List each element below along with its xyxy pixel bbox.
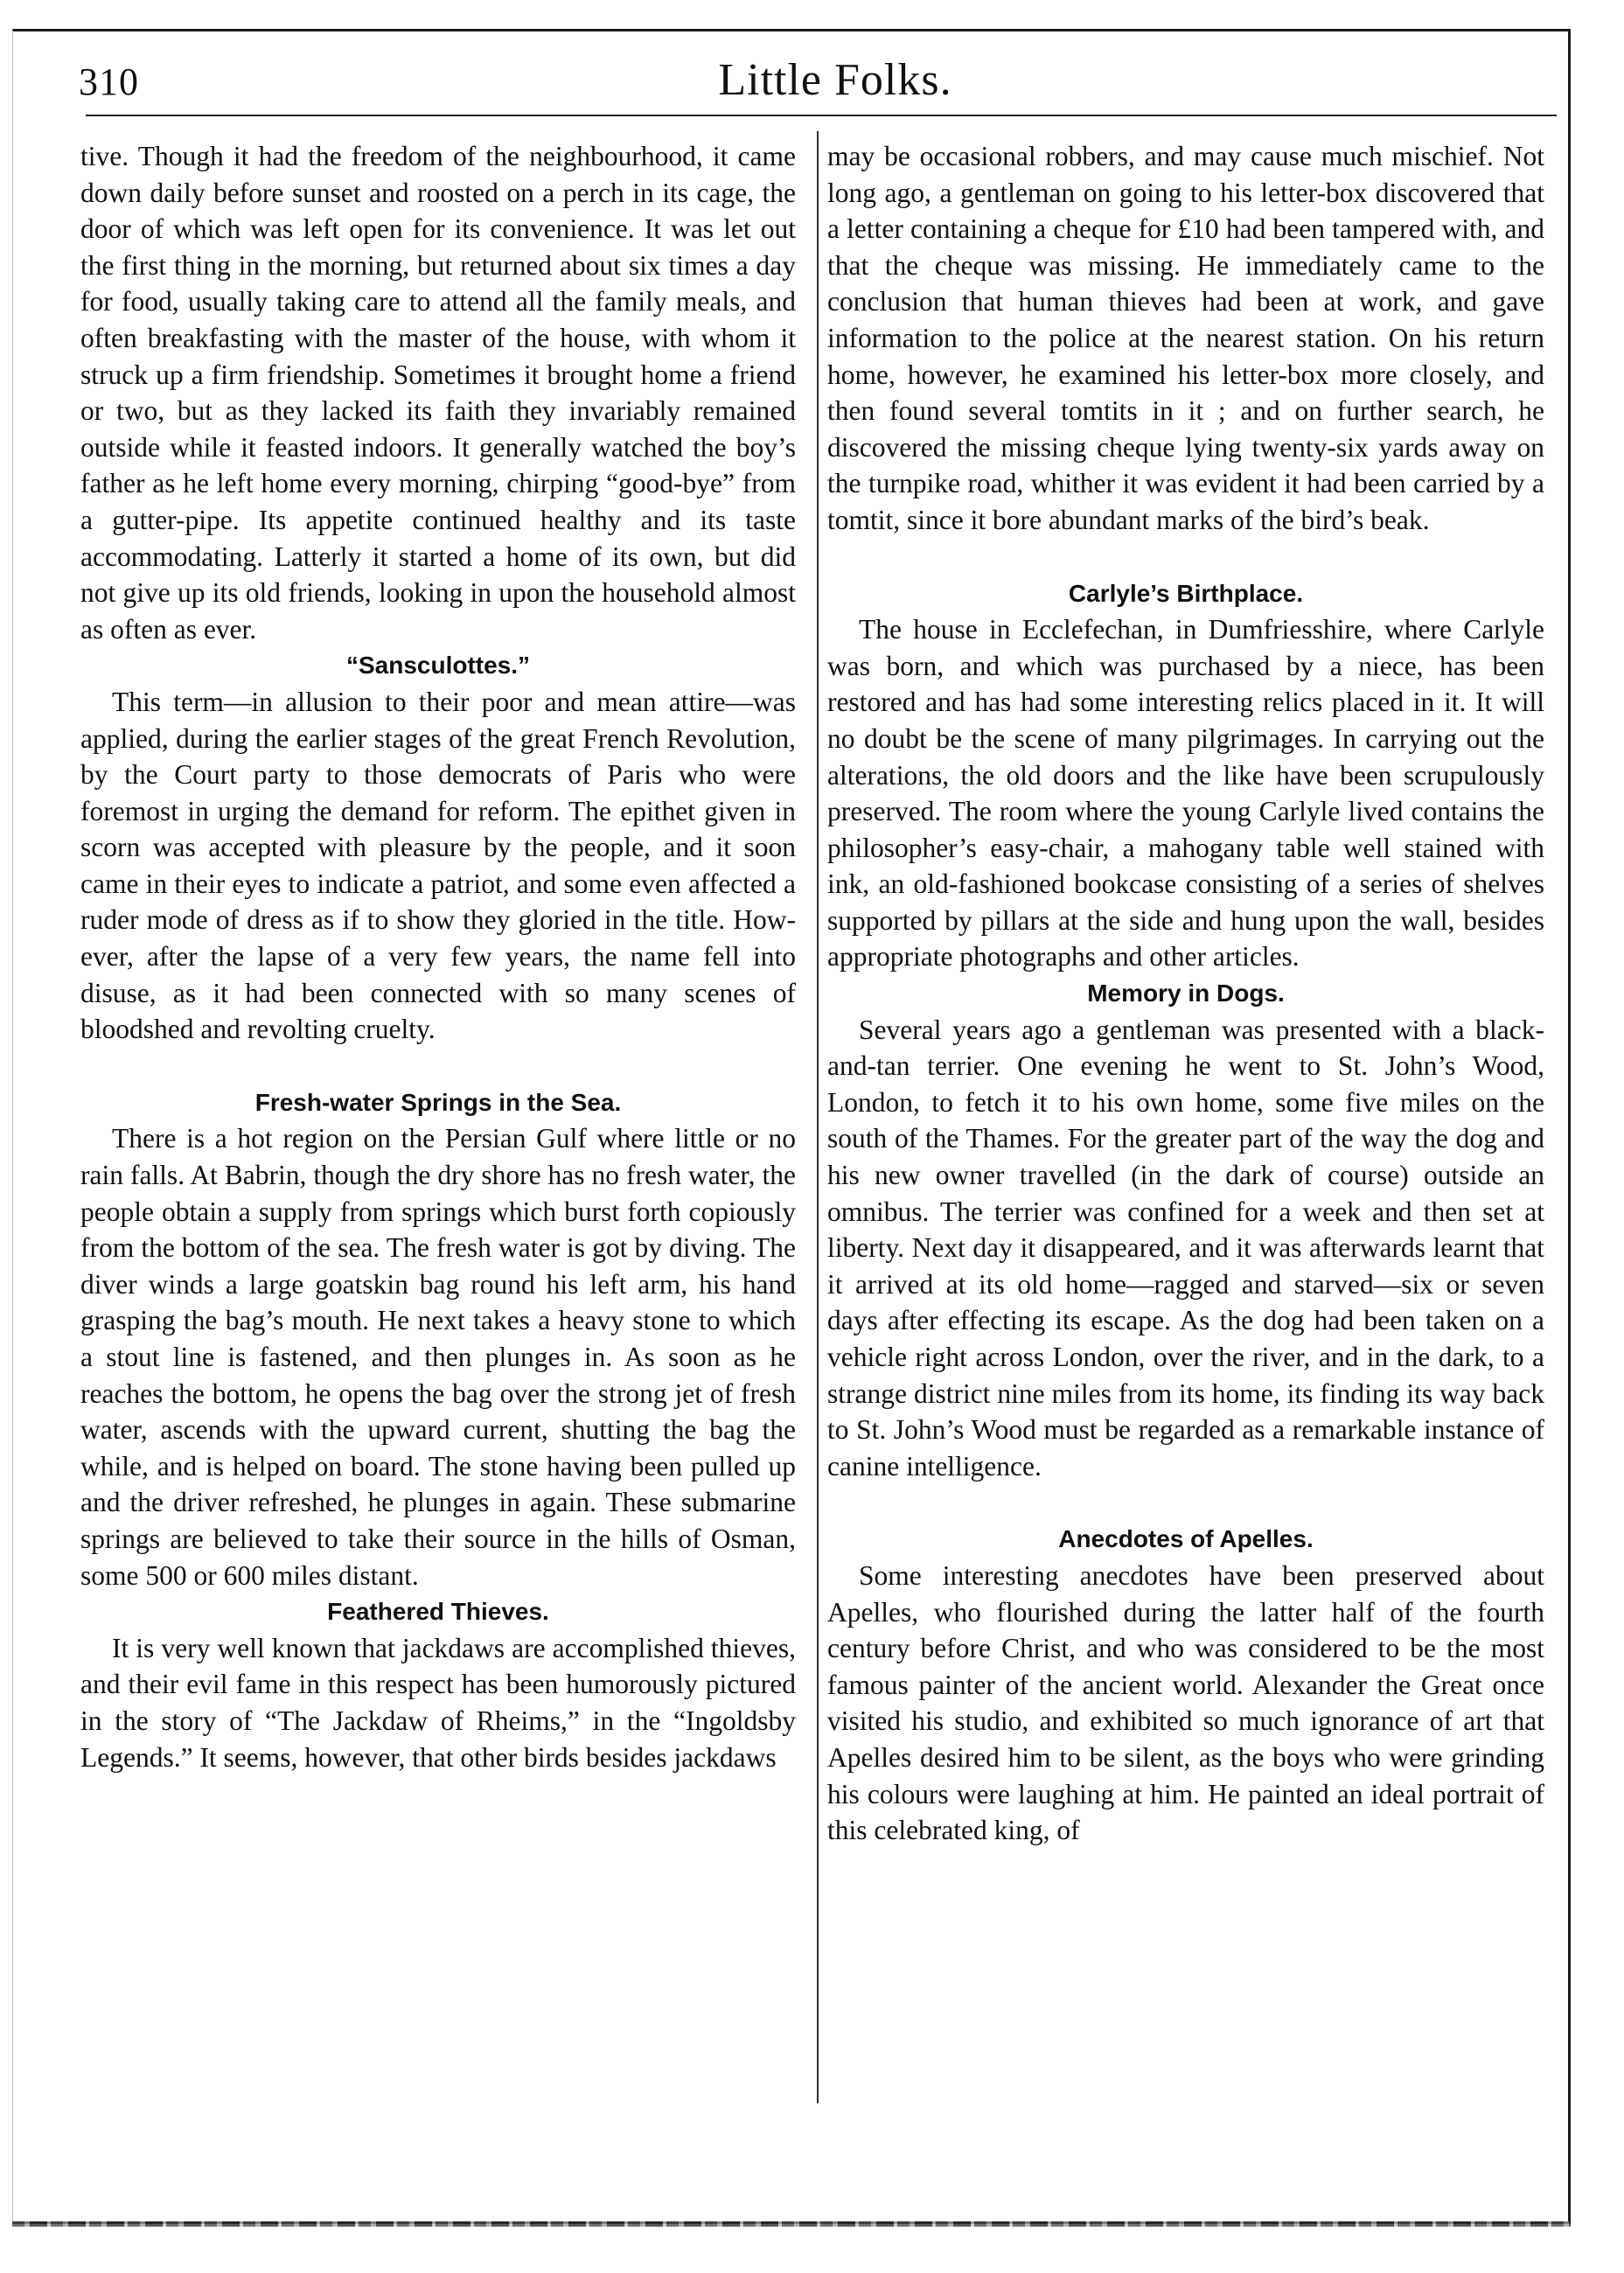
article-body-carlyles-birthplace: The house in Ecclefechan, in Dumfriesshire, where Carlyle was born, and which was purchased by a niece, has been restored and has had some interesting relics placed in it. It will no doubt be the scene of many pilgrimages. In carrying out the alterations, the old doors and the like have been scrupulously preserved. The room where the young Carlyle lived contains the philosopher’s easy-chair, a mahogany table well stained with ink, an old-fashioned bookcase consisting of a series of shelves supported by pillars at the side and hung upon the wall, besides appropriate photographs and other articles. xyxy=(827,614,1544,973)
continued-paragraph: tive. Though it had the freedom of the neighbourhood, it came down daily before sunset and roosted on a perch in its cage, the door of which was left open for its convenience. It was let out the first thing in the morning, but returned about six times a day for food, usually taking care to attend all the family meals, and often breakfasting with the master of the house, with whom it struck up a firm friendship. Sometimes it brought home a friend or two, but as they lacked its faith they invariably remained outside while it feasted indoors. It generally watched the boy’s father as he left home every morning, chirping “good-bye” from a gutter-pipe. Its appetite continued healthy and its taste accommodating. Latterly it started a home of its own, but did not give up its old friends, looking in upon the household almost as often as ever. xyxy=(80,141,796,645)
continued-paragraph: may be occasional robbers, and may cause much mischief. Not long ago, a gentleman on going to his letter-box discovered that a letter containing a cheque for £10 had been tampered with, and that the cheque was missing. He immediately came to the conclusion that human thieves had been at work, and gave information to the police at the nearest station. On his return home, however, he examined his letter-box more closely, and then found several tomtits in it ; and on further search, he discovered the missing cheque lying twenty-six yards away on the turnpike road, whither it was evident it had been carried by a tomtit, since it bore abundant marks of the bird’s beak. xyxy=(827,141,1544,535)
article-heading-carlyles-birthplace: Carlyle’s Birthplace. xyxy=(1068,579,1304,607)
right-column xyxy=(827,138,1544,1849)
running-title: Little Folks. xyxy=(718,55,952,105)
bottom-rule xyxy=(12,2221,1571,2227)
article-body-anecdotes-of-apelles: Some interesting anecdotes have been preserved about Apelles, who flourished during the latter half of the fourth century before Christ, and who was considered to be the most famous painter of the ancient world. Alexander the Great once visited his studio, and exhibited so much ignorance of art that Apelles desired him to be silent, as the boys who were grinding his colours were laughing at him. He painted an ideal portrait of this celebrated king, of xyxy=(827,1559,1544,1846)
header-rule xyxy=(96,115,1557,116)
article-heading-anecdotes-of-apelles: Anecdotes of Apelles. xyxy=(1058,1525,1314,1553)
article-heading-fresh-water-springs: Fresh-water Springs in the Sea. xyxy=(254,1088,622,1116)
article-body-fresh-water-springs: There is a hot region on the Persian Gulf where little or no rain falls. At Babrin, though the dry shore has no fresh water, the people obtain a supply from springs which burst forth copiously from the bottom of the sea. The fresh water is got by diving. The diver winds a large goatskin bag round his left arm, his hand grasping the bag’s mouth. He next takes a heavy stone to which a stout line is fastened, and then plunges in. As soon as he reaches the bottom, he opens the bag over the strong jet of fresh water, ascends with the upward current, shutting the bag the while, and is helped on board. The stone having been pulled up and the driver refreshed, he plunges in again. These submarine springs are believed to take their source in the hills of Osman, some 500 or 600 miles distant. xyxy=(80,1123,796,1591)
article-body-memory-in-dogs: Several years ago a gentleman was presented with a black-and-tan terrier. One evening he went to St. John’s Wood, London, to fetch it to his own home, some five miles on the south of the Thames. For the greater part of the way the dog and his new owner travelled (in the dark of course) outside an omnibus. The terrier was confined for a week and then set at liberty. Next day it disappeared, and it was afterwards learnt that it arrived at its old home—ragged and starved—six or seven days after effecting its escape. As the dog had been taken on a vehicle right across London, over the river, and in the dark, to a strange district nine miles from its home, its finding its way back to St. John’s Wood must be regarded as a remarkable instance of canine intelligence. xyxy=(827,1014,1544,1482)
article-heading-memory-in-dogs: Memory in Dogs. xyxy=(1087,980,1285,1008)
article-heading-feathered-thieves: Feathered Thieves. xyxy=(327,1598,549,1626)
article-heading-sansculottes: “Sansculottes.” xyxy=(345,652,531,680)
article-body-feathered-thieves: It is very well known that jackdaws are accomplished thieves, and their evil fame in this respect has been humorously pictured in the story of “The Jackdaw of Rheims,” in the “Ingoldsby Legends.” It seems, however, that other birds besides jackdaws xyxy=(80,1632,796,1773)
column-divider xyxy=(817,131,819,2103)
article-body-sansculottes: This term—in allusion to their poor and mean attire—was applied, during the earlier stages of the great French Revolution, by the Court party to those democrats of Paris who were foremost in urging the demand for reform. The epithet given in scorn was accepted with pleasure by the people, and it soon came in their eyes to indicate a patriot, and some even affected a ruder mode of dress as if to show they gloried in the title. However, after the lapse of a very few years, the name fell into disuse, as it had been connected with so many scenes of bloodshed and revolting cruelty. xyxy=(80,686,796,1045)
left-column xyxy=(80,138,796,1775)
page-number: 310 xyxy=(79,60,139,103)
page-header xyxy=(79,54,1557,115)
